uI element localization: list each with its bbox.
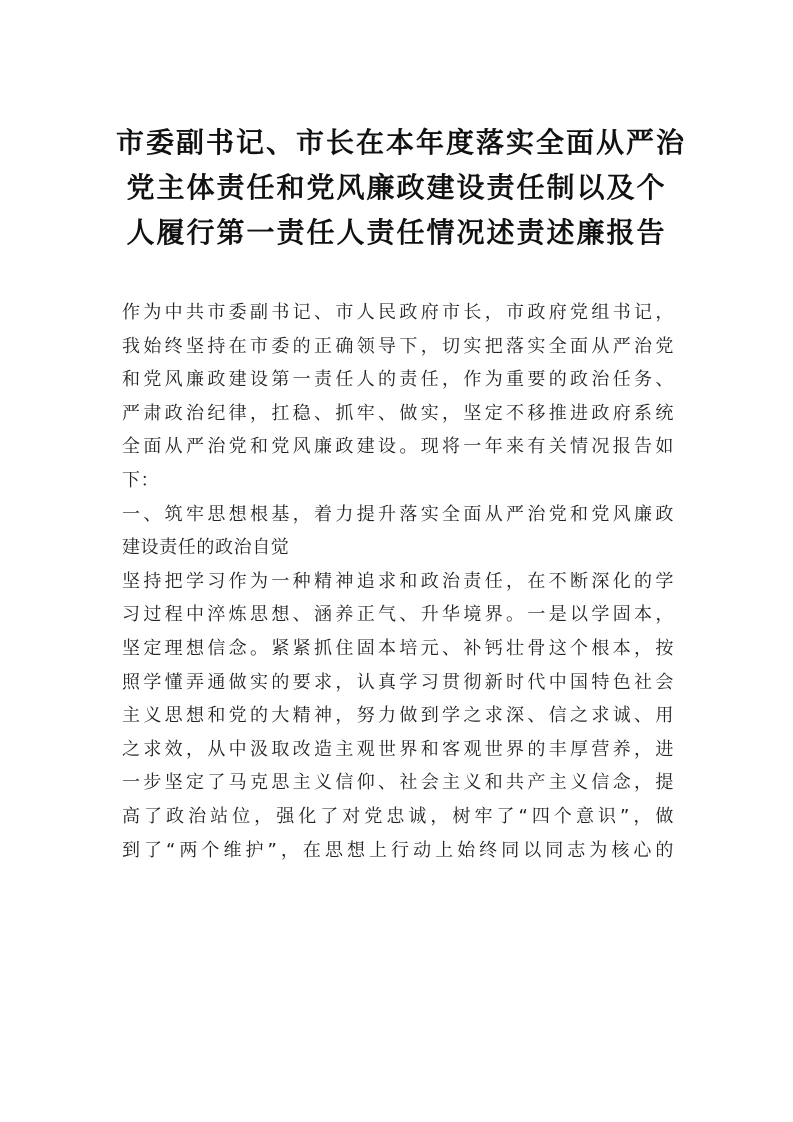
text-line: 坚定理想信念。紧紧抓住固本培元、补钙壮骨这个根本，按 [122, 637, 674, 659]
text-line: 下： [122, 469, 160, 491]
text-line: 照学懂弄通做实的要求，认真学习贯彻新时代中国特色社会 [122, 671, 674, 693]
title-line: 党主体责任和党风廉政建设责任制以及个 [126, 171, 667, 204]
paragraph-study [122, 565, 674, 867]
text-line: 全面从严治党和党风廉政建设。现将一年来有关情况报告如 [122, 436, 674, 458]
text-line: 建设责任的政治自觉 [122, 537, 290, 559]
text-line: 到了“两个维护”，在思想上行动上始终同以同志为核心的 [122, 839, 674, 861]
text-line: 习过程中淬炼思想、涵养正气、升华境界。一是以学固本， [122, 604, 674, 626]
text-line: 高了政治站位，强化了对党忠诚，树牢了“四个意识”，做 [122, 805, 674, 827]
text-line: 严肃政治纪律，扛稳、抓牢、做实，坚定不移推进政府系统 [122, 402, 674, 424]
title-line: 人履行第一责任人责任情况述责述廉报告 [126, 216, 667, 249]
paragraph-intro [122, 296, 674, 498]
text-line: 一步坚定了马克思主义信仰、社会主义和共产主义信念，提 [122, 772, 674, 794]
title-line: 市委副书记、市长在本年度落实全面从严治 [116, 126, 687, 159]
text-line: 和党风廉政建设第一责任人的责任，作为重要的政治任务、 [122, 369, 674, 391]
text-line: 作为中共市委副书记、市人民政府市长，市政府党组书记， [122, 302, 674, 323]
document-title [116, 120, 687, 255]
text-line: 主义思想和党的大精神，努力做到学之求深、信之求诚、用 [122, 705, 674, 727]
text-line: 一、筑牢思想根基，着力提升落实全面从严治党和党风廉政 [122, 503, 674, 525]
document-body [122, 296, 674, 867]
text-line: 坚持把学习作为一种精神追求和政治责任，在不断深化的学 [122, 570, 674, 592]
text-line: 我始终坚持在市委的正确领导下，切实把落实全面从严治党 [122, 335, 674, 357]
section-heading-1 [122, 498, 674, 565]
text-line: 之求效，从中汲取改造主观世界和客观世界的丰厚营养，进 [122, 738, 674, 760]
